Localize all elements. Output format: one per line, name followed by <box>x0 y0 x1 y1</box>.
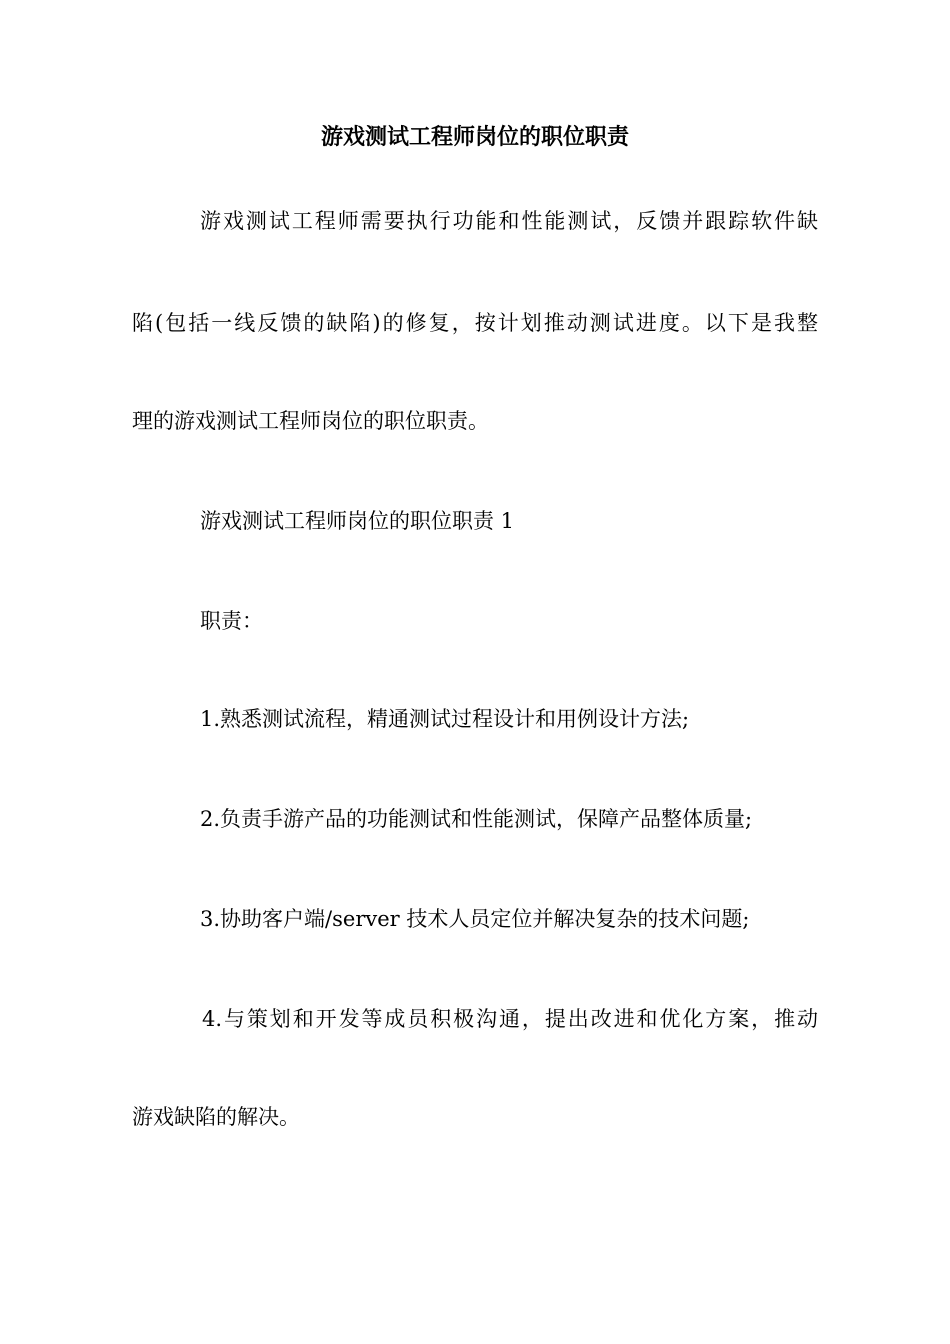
intro-line-2: 陷(包括一线反馈的缺陷)的修复，按计划推动测试进度。以下是我整 <box>132 311 818 335</box>
page-title: 游戏测试工程师岗位的职位职责 <box>320 125 629 150</box>
duties-label: 职责： <box>200 609 263 633</box>
duty-item-2: 2.负责手游产品的功能测试和性能测试，保障产品整体质量; <box>200 807 753 831</box>
duty-item-1: 1.熟悉测试流程，精通测试过程设计和用例设计方法; <box>200 707 690 731</box>
section-heading: 游戏测试工程师岗位的职位职责 1 <box>200 509 515 533</box>
duty-item-3: 3.协助客户端/server 技术人员定位并解决复杂的技术问题; <box>200 907 750 931</box>
duty-item-4: 4.与策划和开发等成员积极沟通，提出改进和优化方案，推动 <box>202 1007 818 1031</box>
duty-item-4-continued: 游戏缺陷的解决。 <box>132 1105 300 1129</box>
intro-line-1: 游戏测试工程师需要执行功能和性能测试，反馈并跟踪软件缺 <box>200 209 818 233</box>
intro-line-3: 理的游戏测试工程师岗位的职位职责。 <box>132 409 489 433</box>
